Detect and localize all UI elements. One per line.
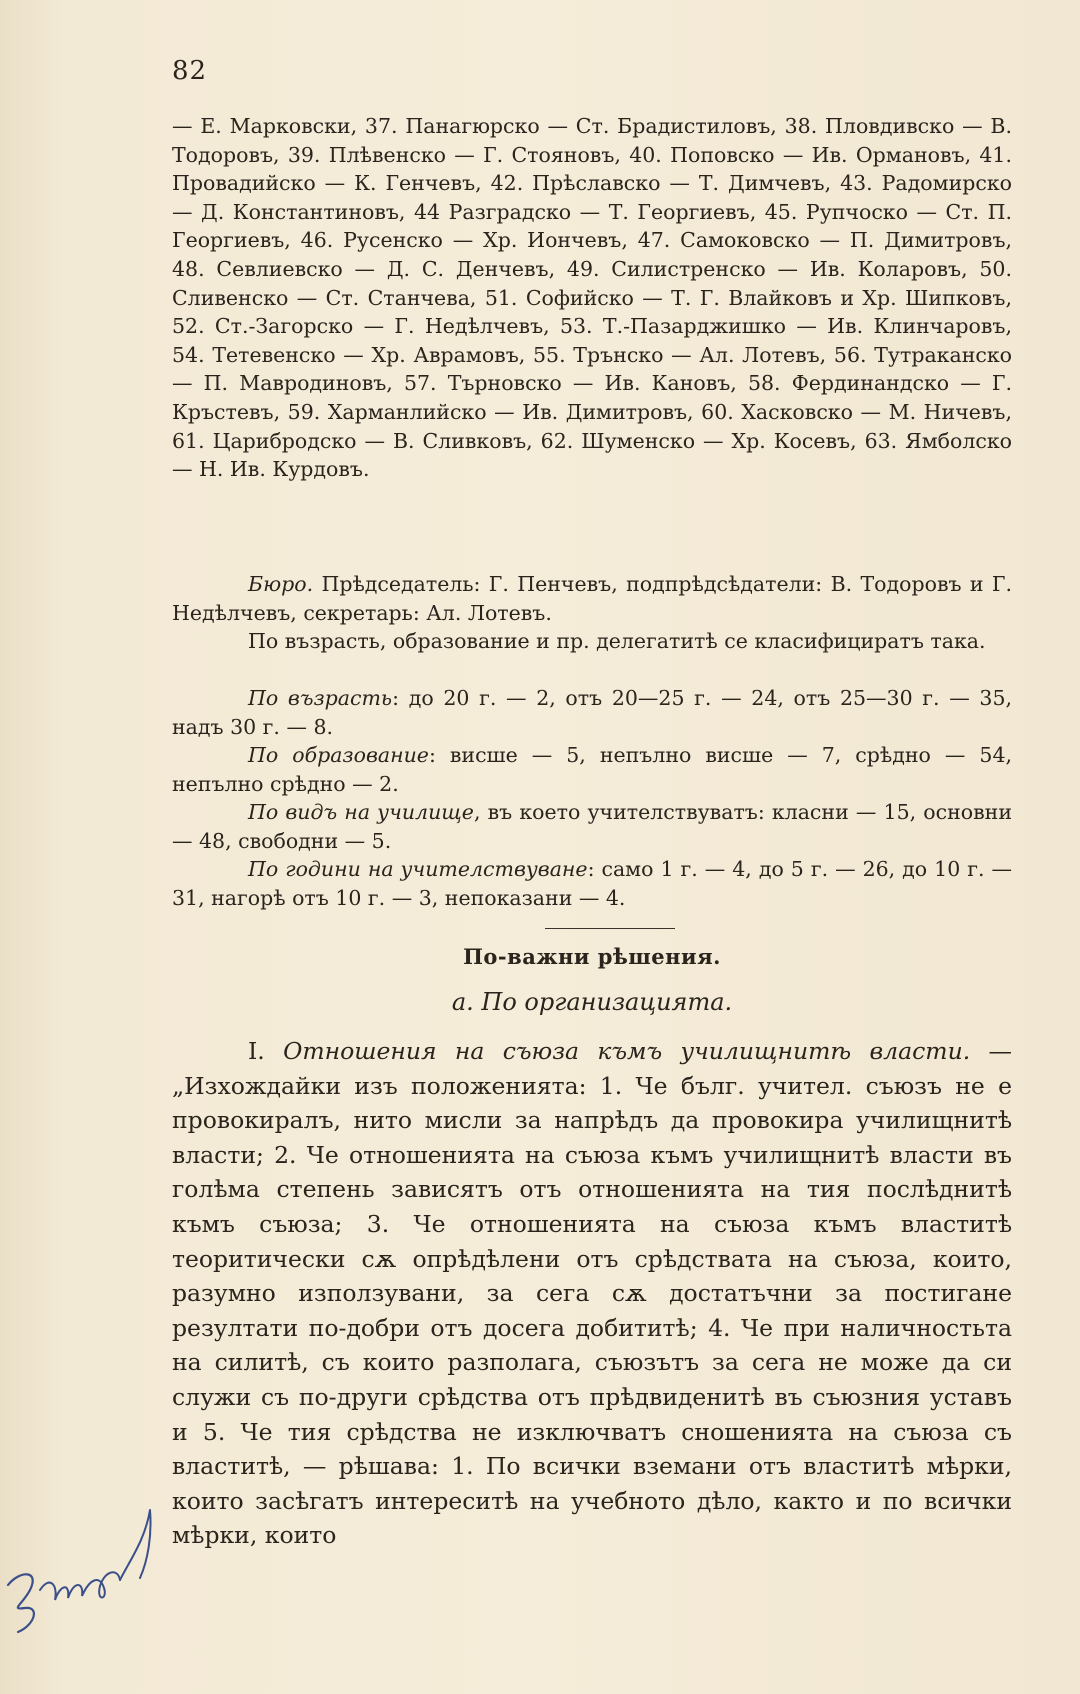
page-number: 82 bbox=[172, 56, 208, 86]
education-label: По образование bbox=[248, 743, 429, 767]
school-type-paragraph bbox=[172, 798, 1012, 855]
decision-1-text: — „Изхождайки изъ положенията: 1. Че бълг. учител. съюзъ не е провокиралъ, нито мисли за напрѣдъ да провокира училищнитѣ власти; 2. Че отношенията на съюза къмъ училищнитѣ власти въ голѣма степень зависятъ отъ отношенията на тия послѣднитѣ къмъ съюза; 3. Че отношенията на съюза къмъ властитѣ теоритически сѫ опрѣдѣлени отъ срѣдствата на съюза, които, разумно използувани, за сега сѫ достатъчни за постигане резултати по-добри отъ досега добититѣ; 4. Че при наличностьта на силитѣ, съ които разполага, съюзътъ за сега не може да си служи съ по-други срѣдства отъ прѣдвиденитѣ въ съюзния уставъ и 5. Че тия срѣдства не изключватъ сношенията на съюза съ властитѣ, — рѣшава: 1. По всички вземани отъ властитѣ мѣрки, които засѣгатъ интереситѣ на учебното дѣло, както и по всички мѣрки, които bbox=[172, 1037, 1012, 1550]
age-paragraph bbox=[172, 684, 1012, 741]
decision-1-number: I. bbox=[248, 1037, 284, 1065]
subsection-title: а. По организацията. bbox=[451, 988, 733, 1016]
age-label: По възрасть bbox=[248, 686, 393, 710]
section-title: По-важни рѣшения. bbox=[463, 944, 721, 969]
classification-intro: По възрасть, образование и пр. делегатитѣ се класифициратъ така. bbox=[248, 629, 986, 653]
school-type-text: , въ което учителствуватъ: класни — 15, основни — 48, свободни — 5. bbox=[172, 800, 1012, 853]
years-label: По години на учителствуване bbox=[248, 857, 588, 881]
education-text: : висше — 5, непълно висше — 7, срѣдно — 54, непълно срѣдно — 2. bbox=[172, 743, 1013, 796]
delegates-paragraph: — Е. Марковски, 37. Панагюрско — Ст. Брадистиловъ, 38. Пловдивско — В. Тодоровъ, 39. Плѣвенско — Г. Стояновъ, 40. Поповско — Ив. Ормановъ, 41. Провадийско — К. Генчевъ, 42. Прѣславско — Т. Димчевъ, 43. Радомирско — Д. Константиновъ, 44 Разградско — Т. Георгиевъ, 45. Рупчоско — Ст. П. Георгиевъ, 46. Русенско — Хр. Иончевъ, 47. Самоковско — П. Димитровъ, 48. Севлиевско — Д. С. Денчевъ, 49. Силистренско — Ив. Коларовъ, 50. Сливенско — Ст. Станчева, 51. Софийско — Т. Г. Влайковъ и Хр. Шипковъ, 52. Ст.-Загорско — Г. Недѣлчевъ, 53. Т.-Пазарджишко — Ив. Клинчаровъ, 54. Тетевенско — Хр. Аврамовъ, 55. Трънско — Ал. Лотевъ, 56. Тутраканско — П. Мавродиновъ, 57. Търновско — Ив. Кановъ, 58. Фердинандско — Г. Кръстевъ, 59. Харманлийско — Ив. Димитровъ, 60. Хасковско — М. Ничевъ, 61. Царибродско — В. Сливковъ, 62. Шуменско — Хр. Косевъ, 63. Ямболско — Н. Ив. Курдовъ. bbox=[172, 114, 1012, 482]
bureau-text: Прѣдседатель: Г. Пенчевъ, подпрѣдсѣдатели: В. Тодоровъ и Г. Недѣлчевъ, секретарь: Ал. Лотевъ. bbox=[172, 572, 1012, 625]
years-paragraph bbox=[172, 855, 1012, 912]
education-paragraph bbox=[172, 741, 1012, 798]
decision-1-paragraph bbox=[172, 1034, 1012, 1553]
decision-1-title: Отношения на съюза къмъ училищнитѣ власти. bbox=[283, 1037, 971, 1065]
age-text: : до 20 г. — 2, отъ 20—25 г. — 24, отъ 25—30 г. — 35, надъ 30 г. — 8. bbox=[172, 686, 1013, 739]
bureau-label: Бюро. bbox=[248, 572, 314, 596]
section-divider bbox=[545, 928, 675, 929]
school-type-label: По видъ на училище bbox=[248, 800, 474, 824]
bureau-paragraph bbox=[172, 570, 1012, 627]
handwritten-annotation bbox=[0, 1490, 160, 1640]
years-text: : само 1 г. — 4, до 5 г. — 26, до 10 г. — 31, нагорѣ отъ 10 г. — 3, непоказани — 4. bbox=[172, 857, 1012, 910]
